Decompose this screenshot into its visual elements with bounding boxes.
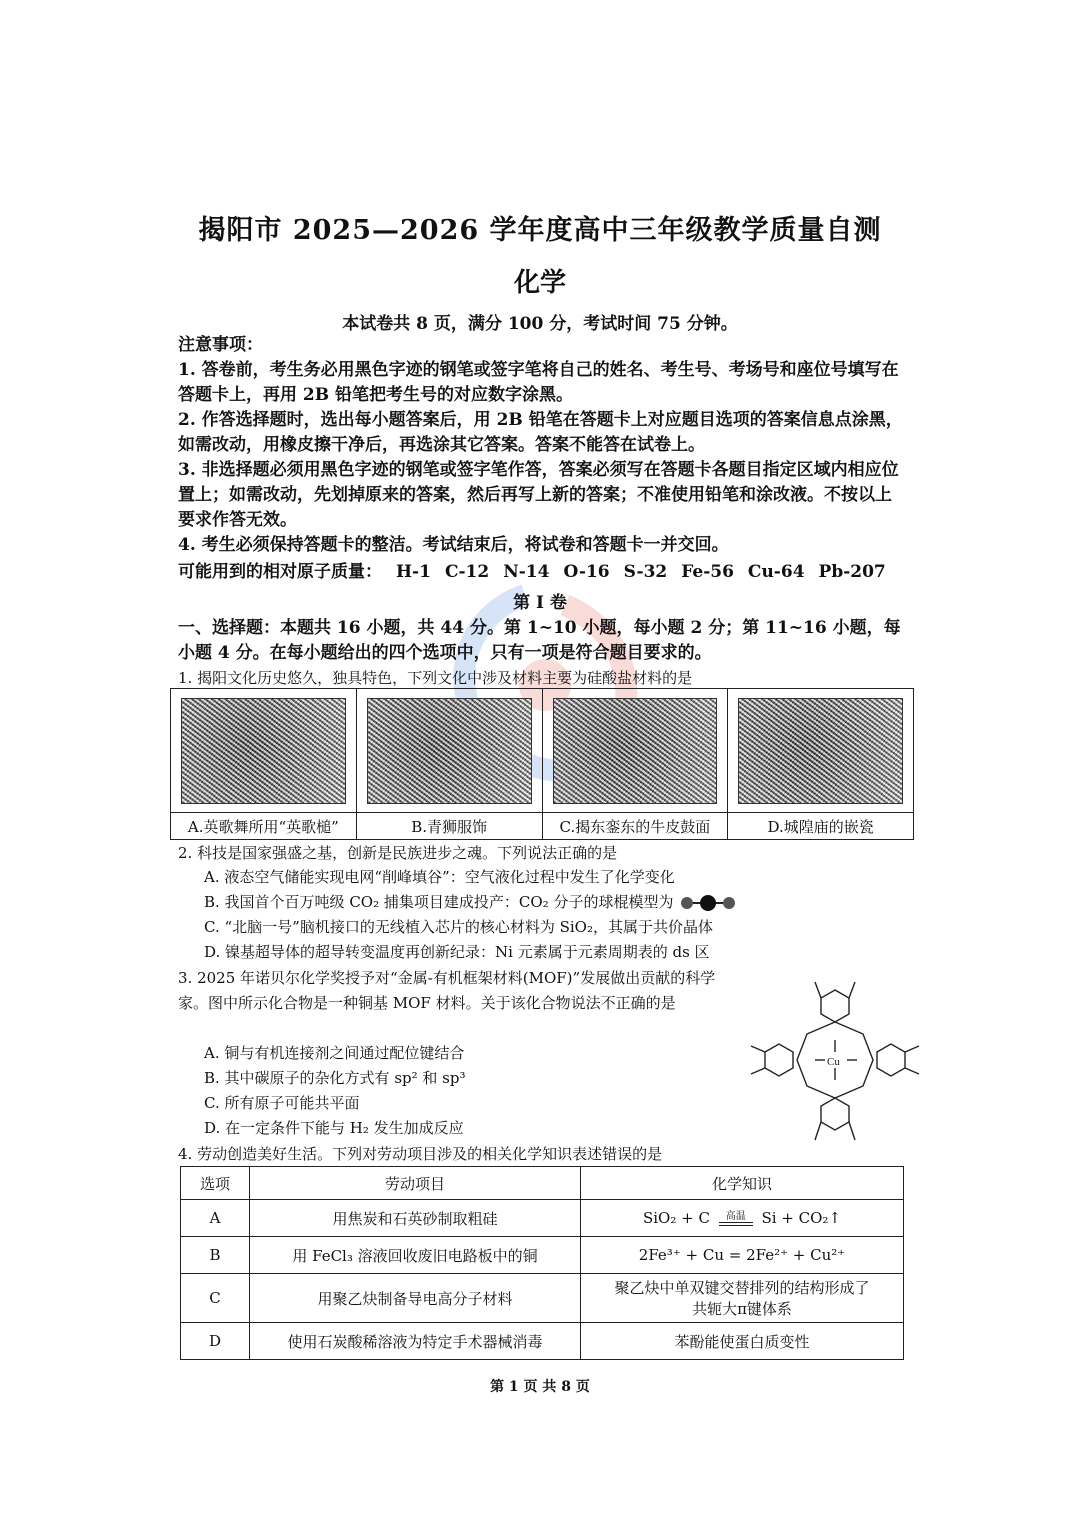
table-cell-task: 用 FeCl₃ 溶液回收废旧电路板中的铜 (250, 1237, 581, 1274)
table-cell-task: 用焦炭和石英砂制取粗硅 (250, 1200, 581, 1237)
q3-option-c: C. 所有原子可能共平面 (204, 1094, 360, 1112)
q1-option-d-caption: D.城隍庙的嵌瓷 (728, 812, 913, 839)
q3-option-b: B. 其中碳原子的杂化方式有 sp² 和 sp³ (204, 1069, 466, 1087)
exam-title: 揭阳市 2025—2026 学年度高中三年级教学质量自测 (198, 215, 882, 246)
table-row (181, 1274, 904, 1323)
table-header-row (181, 1167, 904, 1200)
photo-placeholder (738, 698, 903, 804)
table-row (181, 1237, 904, 1274)
q2-option-a: A. 液态空气储能实现电网“削峰填谷”：空气液化过程中发生了化学变化 (204, 868, 675, 886)
atomic-mass: Cu-64 (747, 562, 805, 582)
q1-option-b-caption: B.青狮服饰 (357, 812, 542, 839)
photo-placeholder (181, 698, 346, 804)
table-header: 化学知识 (581, 1167, 904, 1200)
q2-option-b (204, 890, 884, 915)
table-cell-knowledge (581, 1274, 904, 1323)
table-row (181, 1323, 904, 1360)
atomic-mass: S-32 (623, 562, 668, 582)
q1-option-a-caption: A.英歌舞所用“英歌槌” (171, 812, 356, 839)
table-cell-option: B (181, 1237, 250, 1274)
note-item: 1. 答卷前，考生务必用黑色字迹的钢笔或签字笔将自己的姓名、考生号、考场号和座位号填写在答题卡上，再用 2B 铅笔把考生号的对应数字涂黑。 (178, 360, 899, 405)
question-3-stem: 3. 2025 年诺贝尔化学奖授予对“金属-有机框架材料(MOF)”发展做出贡献的科学家。图中所示化合物是一种铜基 MOF 材料。关于该化合物说法不正确的是 (178, 969, 716, 1012)
question-2-options (204, 865, 884, 965)
table-header: 劳动项目 (250, 1167, 581, 1200)
q3-option-a: A. 铜与有机连接剂之间通过配位键结合 (204, 1044, 465, 1062)
q1-option-a (171, 689, 357, 839)
q1-option-c-caption: C.揭东銮东的牛皮鼓面 (543, 812, 728, 839)
table-cell-task: 用聚乙炔制备导电高分子材料 (250, 1274, 581, 1323)
center-atom-label: Cu (827, 1056, 840, 1068)
table-cell-option: A (181, 1200, 250, 1237)
knowledge-line: 共轭大π键体系 (692, 1300, 792, 1318)
photo-placeholder (553, 698, 718, 804)
exam-subject: 化学 (513, 268, 566, 298)
question-2-stem: 2. 科技是国家强盛之基，创新是民族进步之魂。下列说法正确的是 (178, 844, 618, 862)
volume-heading: 第 I 卷 (513, 593, 567, 613)
exam-meta: 本试卷共 8 页，满分 100 分，考试时间 75 分钟。 (342, 314, 738, 334)
table-cell-knowledge: 2Fe³⁺ + Cu = 2Fe²⁺ + Cu²⁺ (581, 1237, 904, 1274)
table-header: 选项 (181, 1167, 250, 1200)
q1-option-b (357, 689, 543, 839)
notes-heading: 注意事项： (178, 335, 263, 355)
reaction-arrow (719, 1212, 753, 1226)
question-1-image-table (170, 688, 914, 840)
q1-option-d (728, 689, 913, 839)
note-item: 3. 非选择题必须用黑色字迹的钢笔或签字笔作答，答案必须写在答题卡各题目指定区域内相应位置上；如需改动，先划掉原来的答案，然后再写上新的答案；不准使用铅笔和涂改液。不按以上要求作答无效。 (178, 460, 899, 530)
table-cell-option: C (181, 1274, 250, 1323)
equals-arrow-icon (719, 1222, 753, 1226)
knowledge-line: 聚乙炔中单双键交替排列的结构形成了 (614, 1279, 870, 1297)
photo-placeholder (367, 698, 532, 804)
q2-option-c: C. “北脑一号”脑机接口的无线植入芯片的核心材料为 SiO₂，其属于共价晶体 (204, 918, 713, 936)
section-instructions: 一、选择题：本题共 16 小题，共 44 分。第 1~10 小题，每小题 2 分；第 11~16 小题，每小题 4 分。在每小题给出的四个选项中，只有一项是符合题目要求的。 (178, 618, 901, 663)
page-footer: 第 1 页 共 8 页 (490, 1379, 590, 1395)
notes-section (178, 333, 908, 558)
equation-left: SiO₂ + C (642, 1209, 710, 1227)
atomic-mass: O-16 (563, 562, 610, 582)
q2-option-d: D. 镍基超导体的超导转变温度再创新纪录：Ni 元素属于元素周期表的 ds 区 (204, 943, 710, 961)
atomic-mass: Pb-207 (818, 562, 886, 582)
atomic-mass: C-12 (444, 562, 490, 582)
question-4-stem: 4. 劳动创造美好生活。下列对劳动项目涉及的相关化学知识表述错误的是 (178, 1145, 663, 1163)
cu-mof-structure-diagram (745, 970, 925, 1150)
atomic-mass: H-1 (396, 562, 431, 582)
table-row (181, 1200, 904, 1237)
atomic-masses-label: 可能用到的相对原子质量： (178, 562, 382, 582)
atomic-mass: N-14 (503, 562, 550, 582)
equation-right: Si + CO₂↑ (761, 1209, 842, 1227)
q1-option-c (543, 689, 729, 839)
table-cell-task: 使用石炭酸稀溶液为特定手术器械消毒 (250, 1323, 581, 1360)
table-cell-knowledge (581, 1200, 904, 1237)
atomic-masses (178, 557, 908, 582)
table-cell-knowledge: 苯酚能使蛋白质变性 (581, 1323, 904, 1360)
q3-option-d: D. 在一定条件下能与 H₂ 发生加成反应 (204, 1119, 464, 1137)
note-item: 2. 作答选择题时，选出每小题答案后，用 2B 铅笔在答题卡上对应题目选项的答案信息点涂黑，如需改动，用橡皮擦干净后，再选涂其它答案。答案不能答在试卷上。 (178, 410, 903, 455)
question-1-stem: 1. 揭阳文化历史悠久，独具特色，下列文化中涉及材料主要为硅酸盐材料的是 (178, 669, 693, 687)
co2-ball-stick-model-icon (678, 894, 738, 912)
atomic-mass: Fe-56 (681, 562, 734, 582)
question-4-table (180, 1166, 904, 1360)
table-cell-option: D (181, 1323, 250, 1360)
q2-option-b-text: B. 我国首个百万吨级 CO₂ 捕集项目建成投产：CO₂ 分子的球棍模型为 (204, 893, 674, 911)
note-item: 4. 考生必须保持答题卡的整洁。考试结束后，将试卷和答题卡一并交回。 (178, 535, 729, 555)
reaction-condition: 高温 (725, 1211, 746, 1222)
